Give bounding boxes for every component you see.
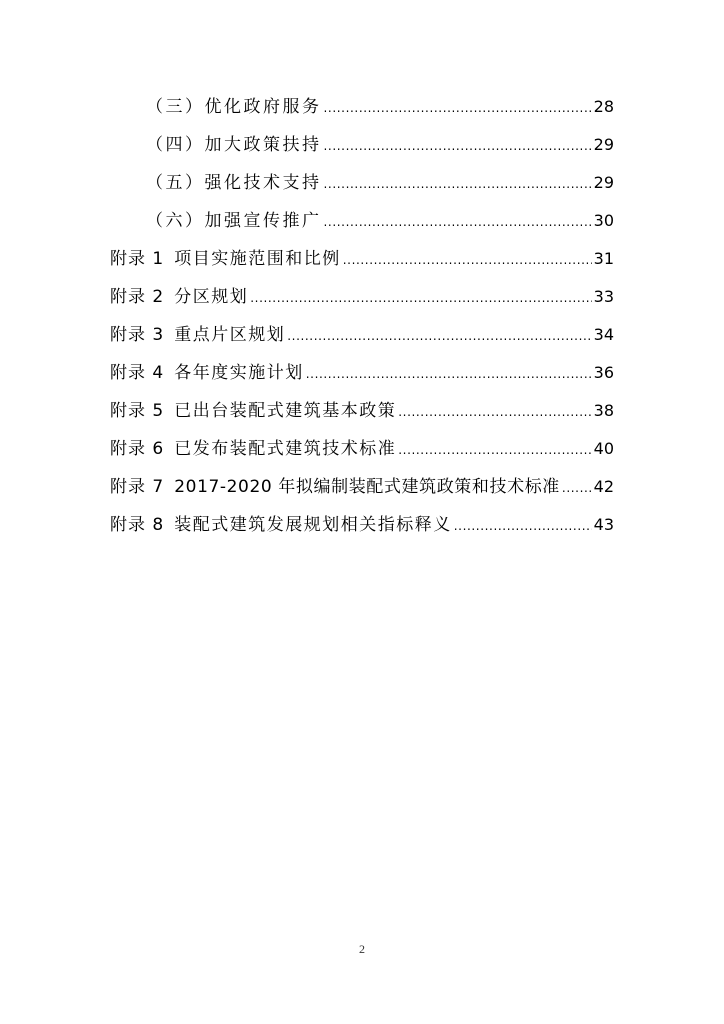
toc-entry-title: （三）优化政府服务 (146, 97, 322, 117)
toc-page-number: 29 (593, 135, 614, 154)
toc-dot-leader (324, 95, 592, 121)
toc-dot-leader (250, 285, 591, 311)
page-footer-number: 2 (359, 942, 365, 956)
toc-page-number: 33 (593, 287, 614, 306)
toc-page-number: 40 (593, 439, 614, 458)
toc-entry-title (110, 360, 304, 386)
appendix-prefix: 附录 1 (110, 249, 165, 269)
appendix-prefix: 附录 8 (110, 515, 165, 535)
appendix-title: 2017-2020 年拟编制装配式建筑政策和技术标准 (174, 477, 560, 497)
toc-page-number: 29 (593, 173, 614, 192)
toc-entry-title: （五）强化技术支持 (146, 173, 322, 193)
toc-entry[interactable] (146, 132, 614, 158)
appendix-title: 各年度实施计划 (174, 363, 304, 383)
toc-dot-leader (287, 323, 591, 349)
toc-page-number: 30 (593, 211, 614, 230)
toc-dot-leader (324, 209, 592, 235)
toc-appendix-entry[interactable] (110, 246, 614, 272)
appendix-title: 分区规划 (174, 287, 249, 307)
toc-dot-leader (398, 437, 591, 463)
toc-page-number: 34 (593, 325, 614, 344)
toc-entry-title (110, 474, 560, 500)
toc-page-number: 43 (593, 515, 614, 534)
toc-page-number: 38 (593, 401, 614, 420)
toc-entry-title (110, 322, 285, 348)
appendix-prefix: 附录 4 (110, 363, 165, 383)
appendix-prefix: 附录 7 (110, 477, 165, 497)
toc-appendix-entry[interactable] (110, 360, 614, 386)
toc-dot-leader (343, 247, 592, 273)
toc-entry-title (110, 512, 452, 538)
appendix-title: 已发布装配式建筑技术标准 (174, 439, 397, 459)
toc-appendix-entry[interactable] (110, 436, 614, 462)
toc-entry-title: （六）加强宣传推广 (146, 211, 322, 231)
appendix-prefix: 附录 5 (110, 401, 165, 421)
appendix-title: 项目实施范围和比例 (174, 249, 341, 269)
toc-entry-title (110, 436, 396, 462)
appendix-prefix: 附录 3 (110, 325, 165, 345)
toc-entry[interactable] (146, 94, 614, 120)
toc-entry-title (110, 284, 248, 310)
toc-dot-leader (306, 361, 592, 387)
toc-dot-leader (324, 133, 592, 159)
toc-page-number: 31 (593, 249, 614, 268)
toc-entry-title (110, 246, 341, 272)
appendix-prefix: 附录 6 (110, 439, 165, 459)
toc-appendix-entry[interactable] (110, 474, 614, 500)
toc-entry[interactable] (146, 170, 614, 196)
toc-entry-title (110, 398, 396, 424)
toc-appendix-entry[interactable] (110, 322, 614, 348)
toc-dot-leader (562, 475, 592, 501)
toc-appendix-entry[interactable] (110, 284, 614, 310)
toc-entry-title: （四）加大政策扶持 (146, 135, 322, 155)
toc-dot-leader (454, 513, 592, 539)
toc-appendix-entry[interactable] (110, 512, 614, 538)
toc-page-number: 28 (593, 97, 614, 116)
toc-page-number: 36 (593, 363, 614, 382)
appendix-title: 重点片区规划 (174, 325, 286, 345)
toc-appendix-entry[interactable] (110, 398, 614, 424)
toc-dot-leader (324, 171, 592, 197)
appendix-title: 已出台装配式建筑基本政策 (174, 401, 397, 421)
toc-dot-leader (398, 399, 591, 425)
toc-entry[interactable] (146, 208, 614, 234)
appendix-title: 装配式建筑发展规划相关指标释义 (174, 515, 452, 535)
appendix-prefix: 附录 2 (110, 287, 165, 307)
toc-page-number: 42 (593, 477, 614, 496)
